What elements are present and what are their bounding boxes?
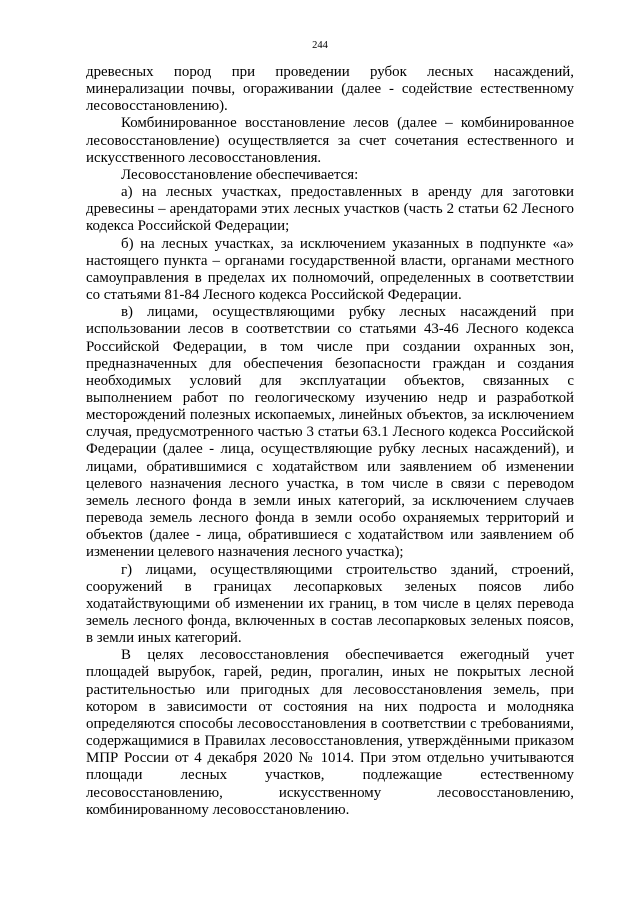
paragraph-continuation: древесных пород при проведении рубок лесных насаждений, минерализации почвы, огораживании (далее - содействие естественному лесовосстановлению). xyxy=(86,64,574,115)
paragraph-combined-reforestation: Комбинированное восстановление лесов (далее – комбинированное лесовосстановление) осуществляется за счет сочетания естественного и искусственного лесовосстановления. xyxy=(86,115,574,166)
paragraph-reforestation-provided: Лесовосстановление обеспечивается: xyxy=(121,166,359,183)
document-body xyxy=(86,64,574,819)
paragraph-item-b: б) на лесных участках, за исключением указанных в подпункте «а» настоящего пункта – органами государственной власти, органами местного самоуправления в пределах их полномочий, определенных в соответствии со статьями 81-84 Лесного кодекса Российской Федерации. xyxy=(86,235,574,304)
paragraph-item-g: г) лицами, осуществляющими строительство зданий, строений, сооружений в границах лесопарковых зеленых поясов либо ходатайствующими об изменении их границ, в том числе в целях перевода земель лесного фонда, включенных в состав лесопарковых зеленых поясов, в земли иных категорий. xyxy=(86,561,574,647)
paragraph-annual-accounting: В целях лесовосстановления обеспечивается ежегодный учет площадей вырубок, гарей, редин, прогалин, иных не покрытых лесной растительностью или пригодных для лесовосстановления земель, при котором в зависимости от состояния на них подроста и молодняка определяются способы лесовосстановления в соответствии с требованиями, содержащимися в Правилах лесовосстановления, утверждёнными приказом МПР России от 4 декабря 2020 № 1014. При этом отдельно учитываются площади лесных участков, подлежащие естественному лесовосстановлению, искусственному лесовосстановлению, комбинированному лесовосстановлению. xyxy=(86,647,574,818)
page-number: 244 xyxy=(312,40,328,51)
paragraph-item-v: в) лицами, осуществляющими рубку лесных насаждений при использовании лесов в соответствии со статьями 43-46 Лесного кодекса Российской Федерации, в том числе при создании охранных зон, предназначенных для обеспечения безопасности граждан и создания необходимых условий для эксплуатации объектов, связанных с выполнением работ по геологическому изучению недр и разработкой месторождений полезных ископаемых, линейных объектов, за исключением случая, предусмотренного частью 3 статьи 63.1 Лесного кодекса Российской Федерации (далее - лица, осуществляющие рубку лесных насаждений), и лицами, обратившимися с ходатайством или заявлением об изменении целевого назначения лесного участка, в том числе в связи с переводом земель лесного фонда в земли иных категорий, за исключением случаев перевода земель лесного фонда в земли особо охраняемых территорий и объектов (далее - лица, обратившиеся с ходатайством или заявлением об изменении целевого назначения лесного участка); xyxy=(86,304,574,561)
paragraph-item-a: а) на лесных участках, предоставленных в аренду для заготовки древесины – арендаторами этих лесных участков (часть 2 статьи 62 Лесного кодекса Российской Федерации; xyxy=(86,184,574,235)
